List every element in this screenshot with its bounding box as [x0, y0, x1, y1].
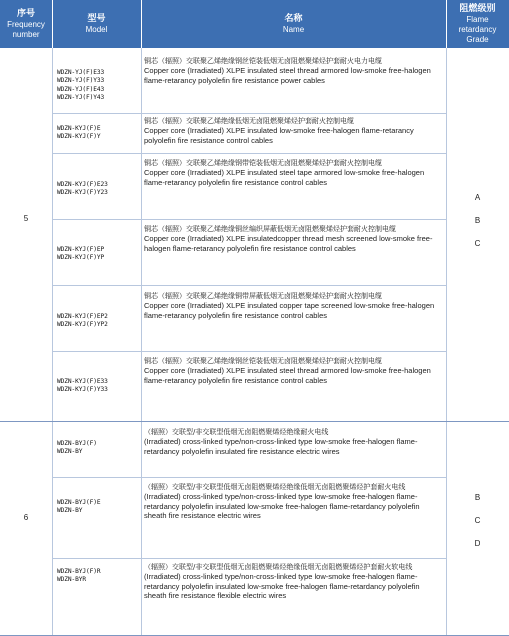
grade-value: B: [474, 216, 481, 225]
grade-value: C: [474, 239, 481, 248]
product-name-en: Copper core (Irradiated) XLPE insulated steel thread armored low-smoke free-halogen flame-retarancy polyolefin fire resistance power cables: [144, 66, 431, 85]
product-name-en: Copper core (Irradiated) XLPE insulated steel tape armored low-smoke free-halogen flame-retarancy polyolefin fire resistance control cables: [144, 168, 425, 187]
grade-value: D: [474, 539, 481, 548]
product-name-cn: 铜芯（辐照）交联聚乙烯绝缘钢丝铠装低烟无卤阻燃聚烯烃护套耐火电力电缆: [144, 57, 382, 65]
header-model-en: Model: [85, 24, 108, 34]
product-name: [144, 428, 444, 456]
product-name: [144, 57, 444, 85]
header-number-cn: 序号: [16, 8, 35, 19]
product-name: [144, 159, 444, 187]
model-codes: WDZN-KYJ(F)E33 WDZN-KYJ(F)Y33: [57, 378, 108, 394]
model-codes: WDZN-BYJ(F) WDZN-BY: [57, 440, 97, 456]
row-divider: [52, 558, 446, 559]
product-name-cn: （辐照）交联型/非交联型低烟无卤阻燃聚烯烃绝缘低烟无卤阻燃聚烯烃护套耐火软电线: [144, 563, 413, 571]
group-divider: [0, 421, 509, 422]
grade-value: A: [474, 193, 481, 202]
product-name-en: Copper core (Irradiated) XLPE insulated steel thread armored low-smoke free-halogen flame-retarancy polyolefin fire resistance control cables: [144, 366, 431, 385]
product-name: [144, 225, 444, 253]
product-name-cn: 铜芯（辐照）交联聚乙烯绝缘铜带屏蔽低烟无卤阻燃聚烯烃护套耐火控制电缆: [144, 292, 382, 300]
product-name-en: Copper core (Irradiated) XLPE insulated low-smoke free-halogen flame-retarancy polyolefin fire resistance control cables: [144, 126, 414, 145]
header-name-cn: 名称: [284, 13, 303, 24]
header-grade: [446, 0, 509, 48]
row-divider: [52, 219, 446, 220]
group-number: 6: [23, 513, 29, 522]
row-divider: [52, 113, 446, 114]
header-model: [52, 0, 141, 48]
header-name: [141, 0, 446, 48]
header-name-en: Name: [282, 24, 305, 34]
product-name: [144, 357, 444, 385]
model-codes: WDZN-KYJ(F)EP2 WDZN-KYJ(F)YP2: [57, 313, 108, 329]
row-divider: [52, 351, 446, 352]
column-divider: [52, 48, 53, 636]
grade-list: [446, 493, 509, 548]
row-divider: [52, 477, 446, 478]
model-codes: WDZN-KYJ(F)EP WDZN-KYJ(F)YP: [57, 246, 105, 262]
product-name-en: (Irradiated) cross-linked type/non-cross-linked type low-smoke free-halogen flame-retardancy polyolefin insulated low-smoke free-halogen flame-retardancy polyolefin sheath fire resistance electric wires: [144, 492, 420, 521]
header-grade-en2: retardancy: [458, 24, 497, 34]
product-name: [144, 563, 444, 601]
product-name-cn: （辐照）交联型/非交联型低烟无卤阻燃聚烯烃绝缘低烟无卤阻燃聚烯烃护套耐火电线: [144, 483, 406, 491]
header-number-en2: number: [12, 29, 40, 39]
product-name: [144, 483, 444, 521]
model-codes: WDZN-BYJ(F)R WDZN-BYR: [57, 568, 101, 584]
group-number: 5: [23, 214, 29, 223]
product-name-cn: 铜芯（辐照）交联聚乙烯绝缘铜丝编织屏蔽低烟无卤阻燃聚烯烃护套耐火控制电缆: [144, 225, 396, 233]
product-name-cn: （辐照）交联型/非交联型低烟无卤阻燃聚烯烃绝缘耐火电线: [144, 428, 329, 436]
product-name-cn: 铜芯（辐照）交联聚乙烯绝缘低烟无卤阻燃聚烯烃护套耐火控制电缆: [144, 117, 354, 125]
product-name-en: (Irradiated) cross-linked type/non-cross-linked type low-smoke free-halogen flame-retardancy polyolefin insulated low-smoke free-halogen flame-retardancy polyolefin sheath fire resistance flexible electric wires: [144, 572, 420, 601]
product-name: [144, 117, 444, 145]
product-name: [144, 292, 444, 320]
header-grade-en1: Flame: [466, 14, 489, 24]
product-name-cn: 铜芯（辐照）交联聚乙烯绝缘钢丝铠装低烟无卤阻燃聚烯烃护套耐火控制电缆: [144, 357, 382, 365]
model-codes: WDZN-BYJ(F)E WDZN-BY: [57, 499, 101, 515]
model-codes: WDZN-KYJ(F)E23 WDZN-KYJ(F)Y23: [57, 181, 108, 197]
header-grade-cn: 阻燃级别: [459, 3, 496, 14]
table-header: [0, 0, 509, 48]
header-number: [0, 0, 52, 48]
model-codes: WDZN-YJ(F)E33 WDZN-YJ(F)Y33 WDZN-YJ(F)E43 WDZN-YJ(F)Y43: [57, 69, 105, 102]
grade-list: [446, 193, 509, 248]
row-divider: [52, 285, 446, 286]
product-name-en: Copper core (Irradiated) XLPE insulatedcopper thread mesh screened low-smoke free-halogen flame-retarancy polyolefin fire resistance control cables: [144, 234, 433, 253]
row-divider: [52, 153, 446, 154]
header-model-cn: 型号: [87, 13, 106, 24]
product-name-cn: 铜芯（辐照）交联聚乙烯绝缘钢带铠装低烟无卤阻燃聚烯烃护套耐火控制电缆: [144, 159, 382, 167]
grade-value: C: [474, 516, 481, 525]
header-number-en1: Frequency: [7, 19, 45, 29]
product-name-en: (Irradiated) cross-linked type/non-cross-linked type low-smoke free-halogen flame-retardancy polyolefin insulated fire resistance electric wires: [144, 437, 418, 456]
product-name-en: Copper core (Irradiated) XLPE insulated copper tape screened low-smoke free-halogen flame-retarancy polyolefin fire resistance control cables: [144, 301, 435, 320]
model-codes: WDZN-KYJ(F)E WDZN-KYJ(F)Y: [57, 125, 101, 141]
column-divider: [141, 48, 142, 636]
header-grade-en3: Grade: [466, 34, 489, 44]
grade-value: B: [474, 493, 481, 502]
